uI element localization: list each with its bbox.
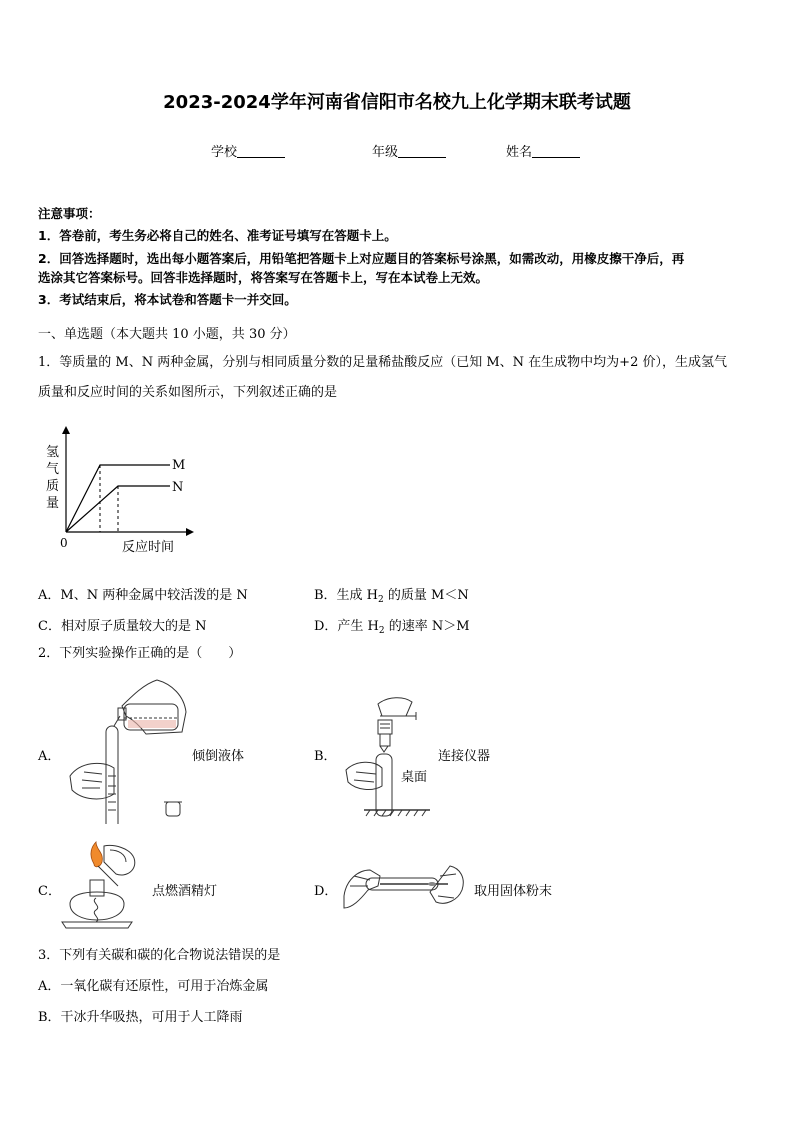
q1-option-d-sub: 2 [378, 626, 385, 636]
q2-option-c: C． [38, 884, 61, 899]
school-blank [237, 145, 285, 158]
notice-item-2-cont: 选涂其它答案标号。回答非选择题时，将答案写在答题卡上，写在本试卷上无效。 [38, 270, 489, 285]
q1-option-a: A．M、N 两种金属中较活泼的是 N [38, 588, 248, 603]
school-label: 学校 [211, 145, 238, 160]
q2-caption-c: 点燃酒精灯 [152, 884, 218, 899]
ylabel-2: 气 [46, 462, 60, 477]
origin-label: 0 [60, 536, 68, 550]
connecting-apparatus-illustration [342, 694, 434, 824]
q1-option-c: C．相对原子质量较大的是 N [38, 619, 207, 634]
q1-option-d [314, 615, 470, 634]
q3-option-a: A．一氧化碳有还原性，可用于冶炼金属 [38, 979, 269, 994]
q1-option-b-pre: B．生成 H [314, 588, 379, 603]
q1-option-d-pre: D．产生 H [314, 619, 379, 634]
section-heading: 一、单选题（本大题共 10 小题，共 30 分） [38, 327, 296, 342]
notice-item-3: 3．考试结束后，将本试卷和答题卡一并交回。 [38, 292, 297, 307]
q2-label-table: 桌面 [401, 770, 428, 785]
exam-title: 2023-2024学年河南省信阳市名校九上化学期末联考试题 [163, 92, 631, 113]
school-field [211, 141, 285, 160]
graph-x-arrow [186, 528, 194, 536]
q2-caption-a: 倾倒液体 [192, 749, 245, 764]
alcohol-lamp-illustration [60, 840, 150, 936]
name-field [506, 141, 580, 160]
q2-caption-d: 取用固体粉末 [474, 884, 553, 899]
notice-item-1: 1．答卷前，考生务必将自己的姓名、准考证号填写在答题卡上。 [38, 228, 397, 243]
q1-option-b-post: 的质量 M＜N [383, 588, 469, 603]
label-n: N [172, 480, 184, 495]
xlabel: 反应时间 [122, 540, 175, 555]
grade-field [372, 141, 446, 160]
ylabel-4: 量 [46, 496, 60, 511]
ylabel-3: 质 [46, 479, 60, 494]
q3-stem: 3．下列有关碳和碳的化合物说法错误的是 [38, 948, 281, 963]
notice-item-2: 2．回答选择题时，选出每小题答案后，用铅笔把答题卡上对应题目的答案标号涂黑，如需改动，用橡皮擦干净后，再 [38, 251, 685, 266]
q1-graph [36, 424, 206, 558]
q3-option-b: B．干冰升华吸热，可用于人工降雨 [38, 1010, 243, 1025]
q2-option-d: D． [314, 884, 338, 899]
q1-option-d-post: 的速率 N＞M [384, 619, 470, 634]
q2-option-a: A． [38, 749, 61, 764]
q1-stem-line1: 1．等质量的 M、N 两种金属，分别与相同质量分数的足量稀盐酸反应（已知 M、N 在生成物中均为+2 价），生成氢气 [38, 355, 727, 370]
q1-option-b [314, 584, 469, 603]
notice-heading: 注意事项： [38, 206, 101, 221]
q2-stem: 2．下列实验操作正确的是（ ） [38, 646, 242, 661]
ylabel-1: 氢 [46, 445, 60, 460]
q1-option-b-sub: 2 [378, 595, 384, 605]
q2-option-b: B． [314, 749, 337, 764]
q2-caption-b: 连接仪器 [438, 749, 491, 764]
name-label: 姓名 [506, 145, 533, 160]
graph-y-arrow [62, 426, 70, 434]
solid-powder-illustration [340, 856, 466, 920]
q1-stem-line2: 质量和反应时间的关系如图所示，下列叙述正确的是 [38, 385, 338, 400]
name-blank [532, 145, 580, 158]
grade-blank [398, 145, 446, 158]
label-m: M [172, 458, 186, 473]
pouring-liquid-illustration [62, 676, 192, 824]
grade-label: 年级 [372, 145, 399, 160]
